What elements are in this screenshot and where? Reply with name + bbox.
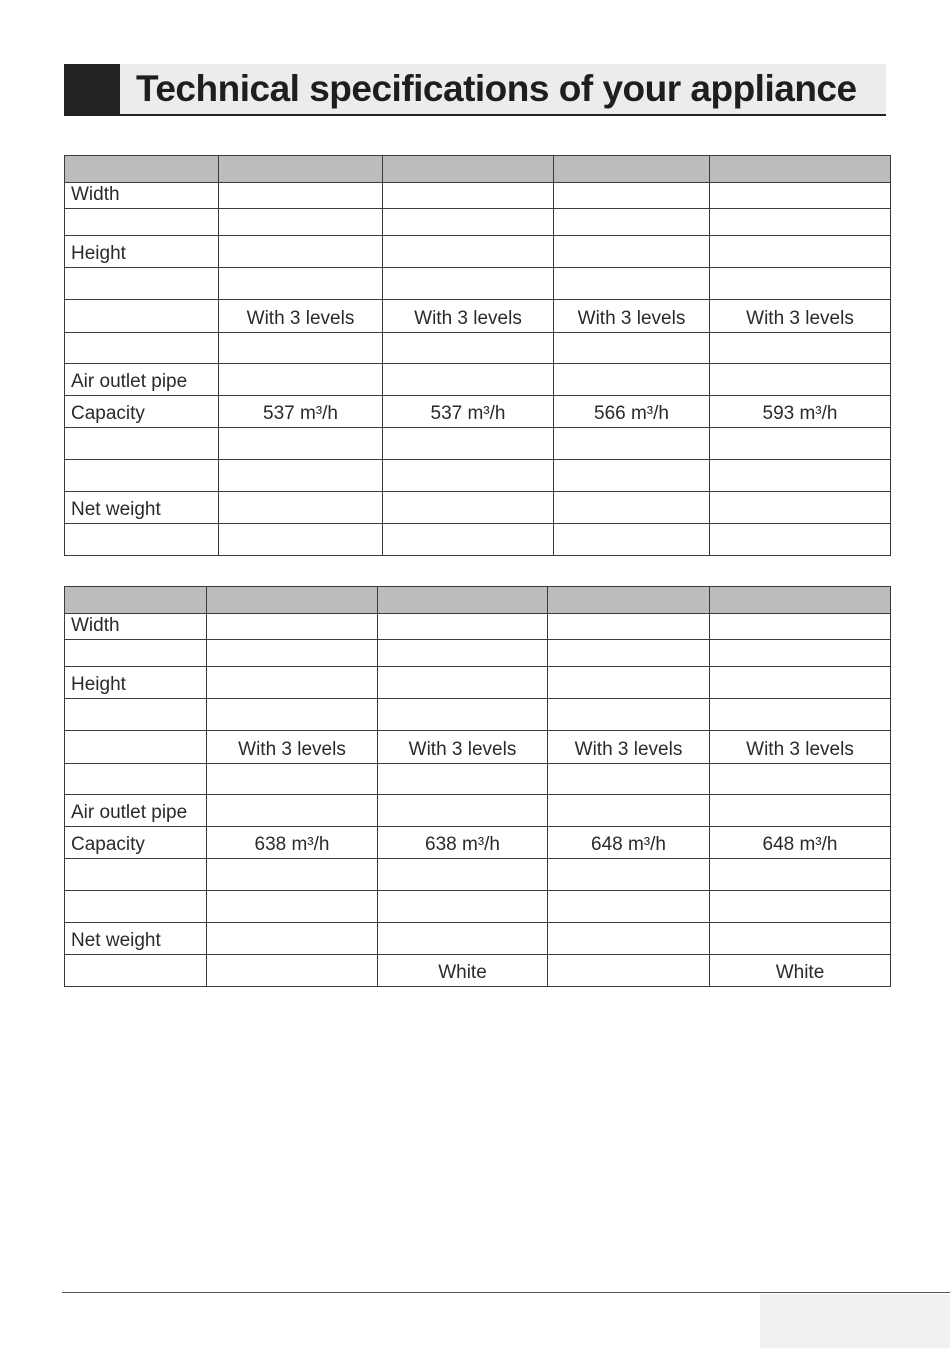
header-cell <box>710 156 891 183</box>
value-cell <box>710 524 891 556</box>
value-cell <box>548 923 710 955</box>
value-cell <box>710 859 891 891</box>
value-cell <box>710 764 891 795</box>
capacity-value: 537 m³/h <box>219 396 383 428</box>
table-row <box>65 859 891 891</box>
value-cell <box>383 524 554 556</box>
table-row <box>65 699 891 731</box>
value-cell <box>710 891 891 923</box>
table-row <box>65 364 891 396</box>
table-row <box>65 268 891 300</box>
header-cell <box>710 587 891 614</box>
table-row <box>65 492 891 524</box>
value-cell <box>207 859 378 891</box>
value-cell <box>710 699 891 731</box>
value-cell <box>383 428 554 460</box>
value-cell <box>378 891 548 923</box>
value-cell <box>548 795 710 827</box>
spec-table-1 <box>64 155 891 556</box>
row-label: Net weight <box>65 923 207 955</box>
value-cell <box>378 923 548 955</box>
table-row-capacity <box>65 396 891 428</box>
value-cell <box>383 333 554 364</box>
value-cell <box>554 333 710 364</box>
value-cell <box>548 859 710 891</box>
row-label: Air outlet pipe <box>65 364 219 396</box>
row-label: Height <box>65 667 207 699</box>
value-cell <box>207 640 378 667</box>
value-cell <box>710 183 891 209</box>
table-row <box>65 923 891 955</box>
value-cell <box>710 923 891 955</box>
fan-levels-value: With 3 levels <box>710 300 891 333</box>
value-cell <box>554 183 710 209</box>
header-cell <box>207 587 378 614</box>
row-label <box>65 428 219 460</box>
color-value: White <box>710 955 891 987</box>
value-cell <box>548 640 710 667</box>
row-label <box>65 209 219 236</box>
header-accent-block <box>64 64 120 116</box>
fan-levels-value: With 3 levels <box>378 731 548 764</box>
value-cell <box>219 364 383 396</box>
value-cell <box>378 640 548 667</box>
capacity-value: 648 m³/h <box>548 827 710 859</box>
value-cell <box>548 891 710 923</box>
value-cell <box>378 614 548 640</box>
page-title: Technical specifications of your appliance <box>136 68 857 109</box>
header-cell <box>219 156 383 183</box>
row-label <box>65 333 219 364</box>
header-cell <box>554 156 710 183</box>
color-value: White <box>378 955 548 987</box>
value-cell <box>207 795 378 827</box>
table-row <box>65 891 891 923</box>
table-row <box>65 333 891 364</box>
header-cell <box>383 156 554 183</box>
row-label <box>65 640 207 667</box>
table-row <box>65 764 891 795</box>
capacity-value: 648 m³/h <box>710 827 891 859</box>
row-label <box>65 460 219 492</box>
fan-levels-value: With 3 levels <box>554 300 710 333</box>
value-cell <box>554 428 710 460</box>
value-cell <box>710 209 891 236</box>
fan-levels-value: With 3 levels <box>383 300 554 333</box>
value-cell <box>548 699 710 731</box>
header-underline <box>64 114 886 116</box>
value-cell <box>383 364 554 396</box>
row-label <box>65 268 219 300</box>
value-cell <box>219 236 383 268</box>
value-cell <box>710 614 891 640</box>
value-cell <box>554 460 710 492</box>
value-cell <box>383 268 554 300</box>
value-cell <box>554 492 710 524</box>
row-label <box>65 955 207 987</box>
table-row-capacity <box>65 827 891 859</box>
row-label: Net weight <box>65 492 219 524</box>
value-cell <box>207 891 378 923</box>
row-label <box>65 859 207 891</box>
table-row <box>65 209 891 236</box>
value-cell <box>710 492 891 524</box>
fan-levels-value: With 3 levels <box>710 731 891 764</box>
value-cell <box>710 268 891 300</box>
value-cell <box>378 859 548 891</box>
value-cell <box>710 460 891 492</box>
row-label: Capacity <box>65 827 207 859</box>
value-cell <box>710 364 891 396</box>
value-cell <box>548 667 710 699</box>
table-row-color <box>65 955 891 987</box>
value-cell <box>554 236 710 268</box>
value-cell <box>710 795 891 827</box>
row-label <box>65 891 207 923</box>
value-cell <box>207 923 378 955</box>
value-cell <box>383 492 554 524</box>
row-label: Air outlet pipe <box>65 795 207 827</box>
row-label: Width <box>65 183 219 209</box>
table-row <box>65 795 891 827</box>
value-cell <box>554 268 710 300</box>
value-cell <box>383 460 554 492</box>
value-cell <box>378 764 548 795</box>
header-cell <box>378 587 548 614</box>
table-header-row <box>65 587 891 614</box>
value-cell <box>207 764 378 795</box>
capacity-value: 566 m³/h <box>554 396 710 428</box>
header-cell <box>65 587 207 614</box>
value-cell <box>207 667 378 699</box>
capacity-value: 638 m³/h <box>207 827 378 859</box>
row-label: Capacity <box>65 396 219 428</box>
value-cell <box>219 268 383 300</box>
value-cell <box>710 333 891 364</box>
table-header-row <box>65 156 891 183</box>
value-cell <box>710 667 891 699</box>
capacity-value: 593 m³/h <box>710 396 891 428</box>
value-cell <box>219 209 383 236</box>
value-cell <box>383 209 554 236</box>
value-cell <box>378 699 548 731</box>
value-cell <box>383 183 554 209</box>
value-cell <box>219 524 383 556</box>
row-label <box>65 524 219 556</box>
value-cell <box>378 795 548 827</box>
color-value <box>548 955 710 987</box>
color-value <box>207 955 378 987</box>
value-cell <box>554 209 710 236</box>
footer-divider <box>62 1292 950 1293</box>
page-header <box>64 64 886 116</box>
value-cell <box>710 640 891 667</box>
value-cell <box>548 764 710 795</box>
value-cell <box>207 614 378 640</box>
table-row <box>65 460 891 492</box>
value-cell <box>219 460 383 492</box>
header-cell <box>548 587 710 614</box>
table-row <box>65 524 891 556</box>
value-cell <box>219 183 383 209</box>
table-row <box>65 428 891 460</box>
row-label: Height <box>65 236 219 268</box>
value-cell <box>207 699 378 731</box>
fan-levels-value: With 3 levels <box>219 300 383 333</box>
value-cell <box>378 667 548 699</box>
fan-levels-value: With 3 levels <box>207 731 378 764</box>
value-cell <box>554 364 710 396</box>
table-row <box>65 667 891 699</box>
header-cell <box>65 156 219 183</box>
value-cell <box>554 524 710 556</box>
capacity-value: 638 m³/h <box>378 827 548 859</box>
value-cell <box>548 614 710 640</box>
value-cell <box>219 492 383 524</box>
capacity-value: 537 m³/h <box>383 396 554 428</box>
value-cell <box>710 236 891 268</box>
row-label: Width <box>65 614 207 640</box>
fan-levels-value: With 3 levels <box>548 731 710 764</box>
table-row-fan-levels <box>65 731 891 764</box>
row-label <box>65 300 219 333</box>
table-row <box>65 236 891 268</box>
row-label <box>65 699 207 731</box>
row-label <box>65 764 207 795</box>
value-cell <box>383 236 554 268</box>
spec-table-2 <box>64 586 891 987</box>
table-row <box>65 183 891 209</box>
table-row-fan-levels <box>65 300 891 333</box>
value-cell <box>219 428 383 460</box>
table-row <box>65 614 891 640</box>
value-cell <box>219 333 383 364</box>
value-cell <box>710 428 891 460</box>
page-number-box <box>760 1294 950 1348</box>
row-label <box>65 731 207 764</box>
table-row <box>65 640 891 667</box>
